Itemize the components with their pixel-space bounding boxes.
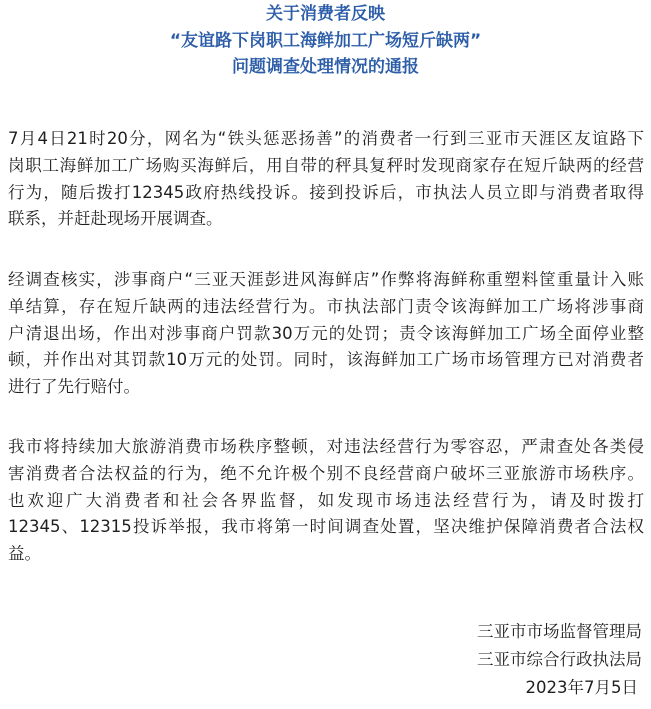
body-text-line: 害消费者合法权益的行为，绝不允许极个别不良经营商户破坏三亚旅游市场秩序。	[8, 463, 644, 483]
body-text-line: 进行了先行赔付。	[8, 377, 140, 397]
body-text-line: 经调查核实，涉事商户“三亚天涯彭进风海鲜店”作弊将海鲜称重塑料筐重量计入账	[8, 270, 644, 289]
paragraph-3	[8, 434, 644, 568]
issuer-law-enforcement-bureau: 三亚市综合行政执法局	[477, 650, 642, 669]
issuer-market-supervision-bureau: 三亚市市场监督管理局	[477, 622, 642, 641]
body-text-line: 我市将持续加大旅游消费市场秩序整顿，对违法经营行为零容忍，严肃查处各类侵	[8, 437, 644, 456]
title-line-3: 问题调查处理情况的通报	[232, 57, 419, 77]
body-text-line: 7月4日21时20分，网名为“铁头惩恶扬善”的消费者一行到三亚市天涯区友谊路下	[8, 129, 644, 148]
body-text-line: 12345、12315投诉举报，我市将第一时间调查处置，坚决维护保障消费者合法权	[8, 517, 644, 537]
signature-block	[477, 618, 642, 702]
issue-date: 2023年7月5日	[525, 678, 638, 697]
body-text-line: 户清退出场，作出对涉事商户罚款30万元的处罚；责令该海鲜加工广场全面停业整	[8, 323, 644, 343]
body-text-line: 也欢迎广大消费者和社会各界监督，如发现市场违法经营行为，请及时拨打	[8, 490, 644, 510]
body-text-line: 岗职工海鲜加工广场购买海鲜后，用自带的秤具复秤时发现商家存在短斤缺两的经营	[8, 155, 644, 175]
title-line-2: “友谊路下岗职工海鲜加工广场短斤缺两”	[169, 30, 482, 51]
title-line-1: 关于消费者反映	[266, 4, 385, 24]
body-text-line: 益。	[8, 544, 41, 564]
body-text-line: 行为，随后拨打12345政府热线投诉。接到投诉后，市执法人员立即与消费者取得	[8, 182, 644, 202]
paragraph-1	[8, 126, 644, 233]
paragraph-2	[8, 267, 644, 401]
body-text-line: 联系，并赶赴现场开展调查。	[8, 209, 223, 229]
body-text-line: 顿，并作出对其罚款10万元的处罚。同时，该海鲜加工广场市场管理方已对消费者	[8, 350, 644, 370]
body-text-line: 单结算，存在短斤缺两的违法经营行为。市执法部门责令该海鲜加工广场将涉事商	[8, 296, 644, 316]
notice-title	[0, 1, 651, 81]
